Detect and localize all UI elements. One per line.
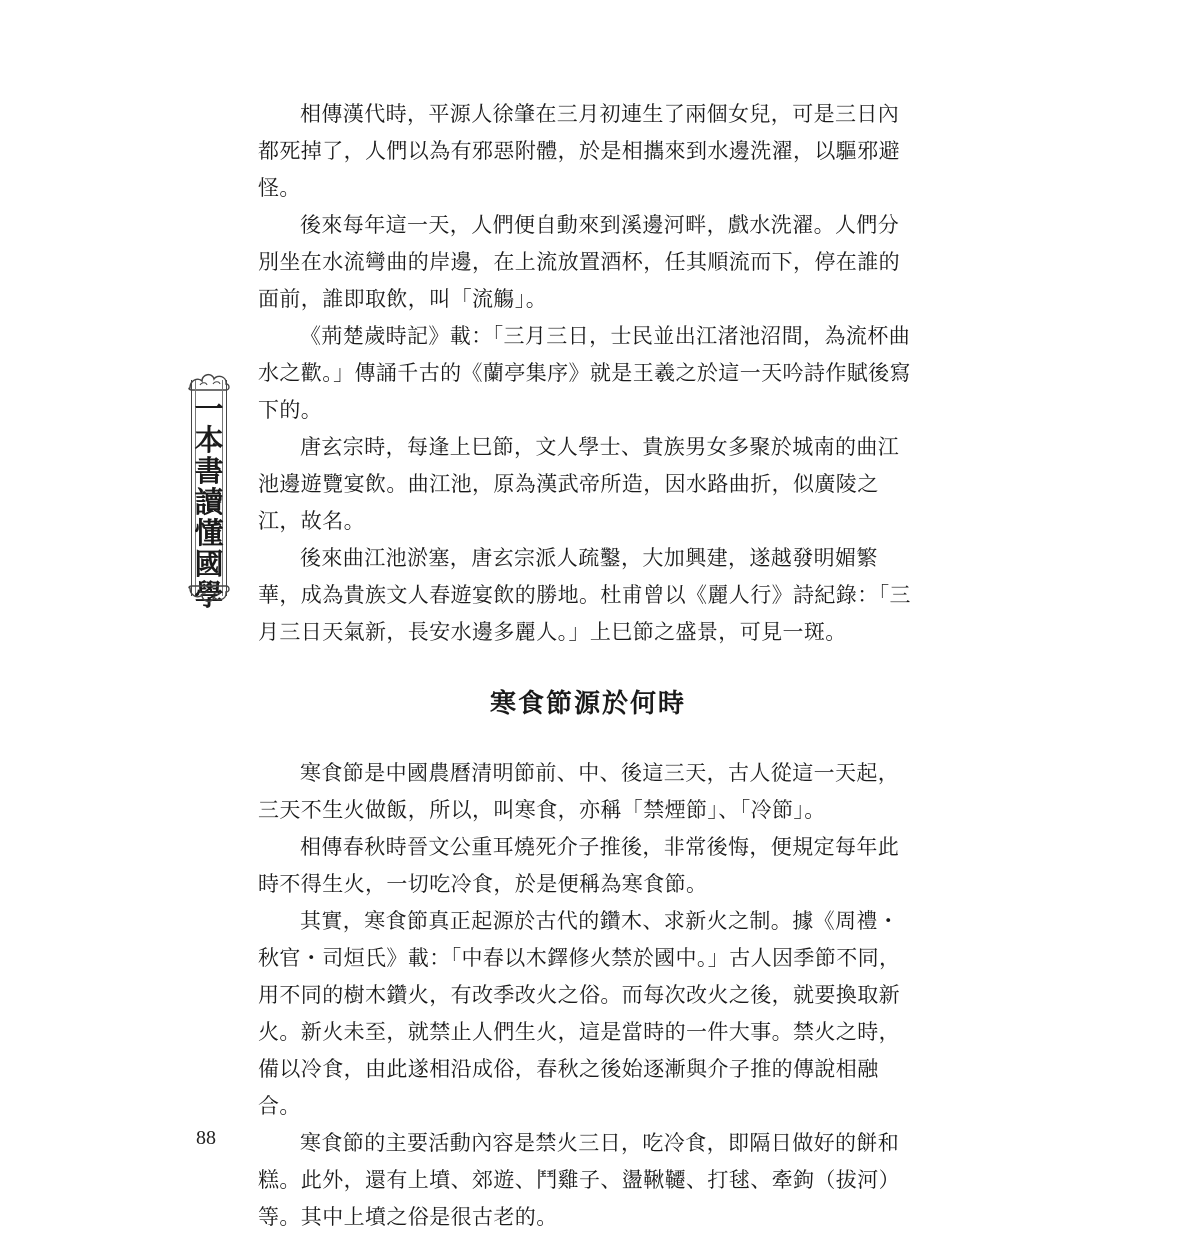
page-number: 88: [196, 1127, 216, 1149]
side-title: 一 本 書 讀 懂 國 學: [194, 392, 224, 612]
paragraph: 《荊楚歲時記》載：「三月三日，士民並出江渚池沼間，為流杯曲水之歡。」傳誦千古的《蘭亭集序》就是王羲之於這一天吟詩作賦後寫下的。: [258, 324, 911, 422]
paragraph: 後來每年這一天，人們便自動來到溪邊河畔，戲水洗濯。人們分別坐在水流彎曲的岸邊，在上流放置酒杯，任其順流而下，停在誰的面前，誰即取飲，叫「流觴」。: [258, 213, 900, 311]
cloud-ornament-icon: [186, 582, 232, 608]
paragraph: 相傳漢代時，平源人徐肇在三月初連生了兩個女兒，可是三日內都死掉了，人們以為有邪惡附體，於是相攜來到水邊洗濯，以驅邪避怪。: [258, 102, 900, 200]
section-heading: 寒食節源於何時: [489, 689, 686, 719]
paragraph: 唐玄宗時，每逢上巳節，文人學士、貴族男女多聚於城南的曲江池邊遊覽宴飲。曲江池，原為漢武帝所造，因水路曲折，似廣陵之江，故名。: [258, 435, 900, 533]
paragraph: 後來曲江池淤塞，唐玄宗派人疏鑿，大加興建，遂越發明媚繁華，成為貴族文人春遊宴飲的勝地。杜甫曾以《麗人行》詩紀錄：「三月三日天氣新，長安水邊多麗人。」上巳節之盛景，可見一斑。: [258, 546, 911, 644]
side-title-ornament: [186, 368, 232, 612]
paragraph: 其實，寒食節真正起源於古代的鑽木、求新火之制。據《周禮・秋官・司烜氏》載：「中春以木鐸修火禁於國中。」古人因季節不同，用不同的樹木鑽火，有改季改火之俗。而每次改火之後，就要換取新火。新火未至，就禁止人們生火，這是當時的一件大事。禁火之時，備以冷食，由此遂相沿成俗，春秋之後始逐漸與介子推的傳說相融合。: [258, 909, 901, 1118]
page-body: [258, 96, 918, 1236]
paragraph: 寒食節的主要活動內容是禁火三日，吃冷食，即隔日做好的餅和糕。此外，還有上墳、郊遊、鬥雞子、盪鞦韆、打毬、牽鉤（拔河）等。其中上墳之俗是很古老的。: [258, 1131, 900, 1229]
paragraph: 寒食節是中國農曆清明節前、中、後這三天，古人從這一天起，三天不生火做飯，所以，叫寒食，亦稱「禁煙節」、「冷節」。: [258, 761, 900, 822]
paragraph: 相傳春秋時晉文公重耳燒死介子推後，非常後悔，便規定每年此時不得生火，一切吃冷食，於是便稱為寒食節。: [258, 835, 900, 896]
